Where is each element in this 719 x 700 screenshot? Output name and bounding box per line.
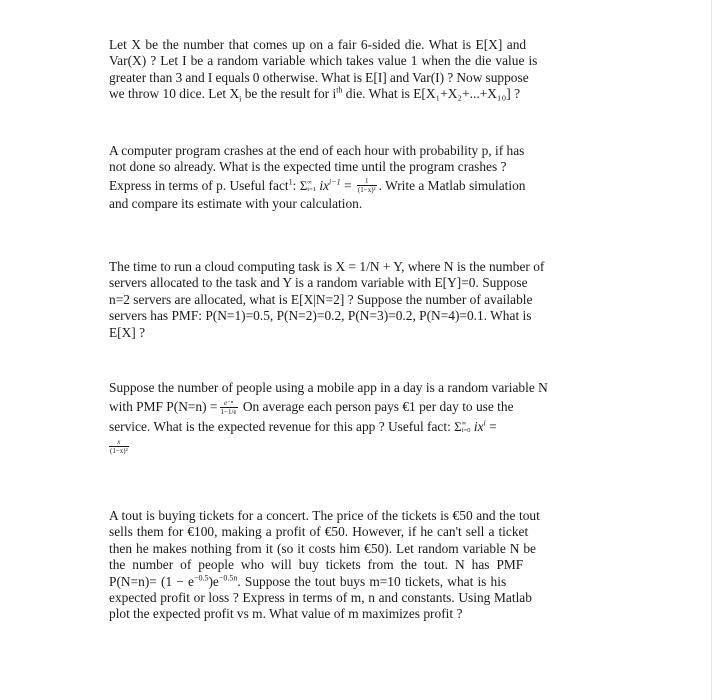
equals: =: [340, 177, 355, 193]
problem-2-line-2: not done so already. What is the expected time until the program crashes ?: [109, 159, 507, 175]
problem-5-line-7: plot the expected profit vs m. What value of m maximizes profit ?: [109, 606, 463, 622]
problem-5-line-5-end: . Suppose the tout buys m=10 tickets, what is his: [237, 573, 507, 589]
problem-3-line-3: n=2 servers are allocated, what is E[X|N=2] ? Suppose the number of available: [109, 291, 533, 307]
useful-fact-numerator: x: [109, 438, 129, 447]
problem-5: [109, 508, 600, 623]
problem-1-line-4: [109, 86, 600, 102]
problem-4-line-2-end: On average each person pays €1 per day to use the: [239, 399, 514, 415]
problem-1-sup-th: th: [336, 85, 343, 95]
problem-4-line-2-start: with PMF P(N=n) =: [109, 399, 218, 415]
page-edge: [711, 0, 712, 700]
sum-term-exponent: i−1: [329, 177, 341, 187]
problem-1-line-4-start: we throw 10 dice. Let X: [109, 86, 240, 102]
problem-4-line-1: Suppose the number of people using a mobile app in a day is a random variable N: [109, 380, 548, 395]
problem-5-line-4: the number of people who will buy tickets from the tout. N has PMF: [109, 557, 524, 573]
problem-1-sub-i: i: [239, 94, 242, 104]
equals-2: =: [485, 419, 497, 435]
problem-3: [109, 259, 600, 341]
exponent-2: −0.5n: [218, 573, 238, 583]
problem-2-line-3-end: . Write a Matlab simulation: [378, 177, 526, 193]
useful-fact-denominator: (1−x)²: [110, 446, 128, 455]
footnote-marker: 1: [288, 177, 293, 187]
problem-2-line-3-start: Express in terms of p. Useful fact: [109, 177, 289, 193]
fraction: [357, 177, 377, 194]
sum-lower: i=1: [307, 185, 317, 193]
problem-5-line-6: expected profit or loss ? Express in terms of m, n and constants. Using Matlab: [109, 590, 532, 606]
problem-4-line-4: [109, 436, 600, 456]
problem-5-line-1: A tout is buying tickets for a concert. The price of the tickets is €50 and the tout: [109, 508, 540, 523]
problem-5-line-5-start: P(N=n)= (1 − e: [109, 573, 194, 589]
problem-4: [109, 380, 600, 456]
sum-upper-2: ∞: [461, 420, 467, 428]
problem-5-line-5-mid: )e: [208, 573, 219, 589]
problem-2-line-3: [109, 176, 600, 196]
problem-4-line-3: [109, 417, 600, 436]
problem-1-line-4-end: die. What is E[X₁+X₂+...+X₁₀] ?: [342, 86, 521, 102]
problem-5-line-2: sells them for €100, making a profit of €50. However, if he can't sell a ticket: [109, 524, 529, 540]
sum-term-2: ix: [473, 419, 484, 435]
useful-fact-fraction: [109, 438, 129, 455]
problem-2-line-4: and compare its estimate with your calculation.: [109, 195, 363, 211]
pmf-denominator: 1−1/e: [220, 407, 237, 416]
fraction-numerator: 1: [357, 177, 377, 186]
colon: :: [292, 177, 300, 193]
sum-limits: [307, 179, 316, 193]
fraction-denominator: (1−x)²: [357, 186, 376, 195]
problem-1-line-4-mid: be the result for i: [241, 86, 337, 102]
problem-5-line-5: [109, 574, 600, 590]
problem-3-line-1: The time to run a cloud computing task is X = 1/N + Y, where N is the number of: [109, 259, 545, 274]
sum-limits-2: [462, 420, 471, 434]
pmf-numerator: e⁻ⁿ: [220, 399, 238, 408]
sum-symbol: Σ: [299, 177, 308, 193]
problem-2: [109, 143, 600, 212]
sum-lower-2: i=0: [461, 427, 471, 435]
problem-1-line-2: Var(X) ? Let I be a random variable which takes value 1 when the die value is: [109, 53, 538, 69]
sum-symbol-2: Σ: [454, 419, 462, 435]
sum-upper: ∞: [307, 178, 312, 186]
problem-4-line-3-start: service. What is the expected revenue for this app ? Useful fact:: [109, 419, 455, 435]
problem-1-line-3: greater than 3 and I equals 0 otherwise. What is E[I] and Var(I) ? Now suppose: [109, 69, 529, 85]
problem-1: [109, 37, 600, 103]
problem-4-line-2: [109, 396, 600, 417]
sum-term-2-exponent: i: [483, 418, 486, 428]
exponent-1: −0.5: [193, 573, 209, 583]
problem-3-line-2: servers allocated to the task and Y is a random variable with E[Y]=0. Suppose: [109, 275, 528, 291]
problem-2-line-1: A computer program crashes at the end of each hour with probability p, if has: [109, 143, 525, 158]
problem-1-line-1: Let X be the number that comes up on a fair 6-sided die. What is E[X] and: [109, 37, 527, 52]
problem-3-line-4: servers has PMF: P(N=1)=0.5, P(N=2)=0.2, P(N=3)=0.2, P(N=4)=0.1. What is: [109, 308, 532, 324]
problem-3-line-5: E[X] ?: [109, 324, 146, 340]
sum-term: ix: [319, 177, 330, 193]
pmf-fraction: [220, 399, 238, 416]
problem-5-line-3: then he makes nothing from it (so it costs him €50). Let random variable N be: [109, 540, 536, 556]
